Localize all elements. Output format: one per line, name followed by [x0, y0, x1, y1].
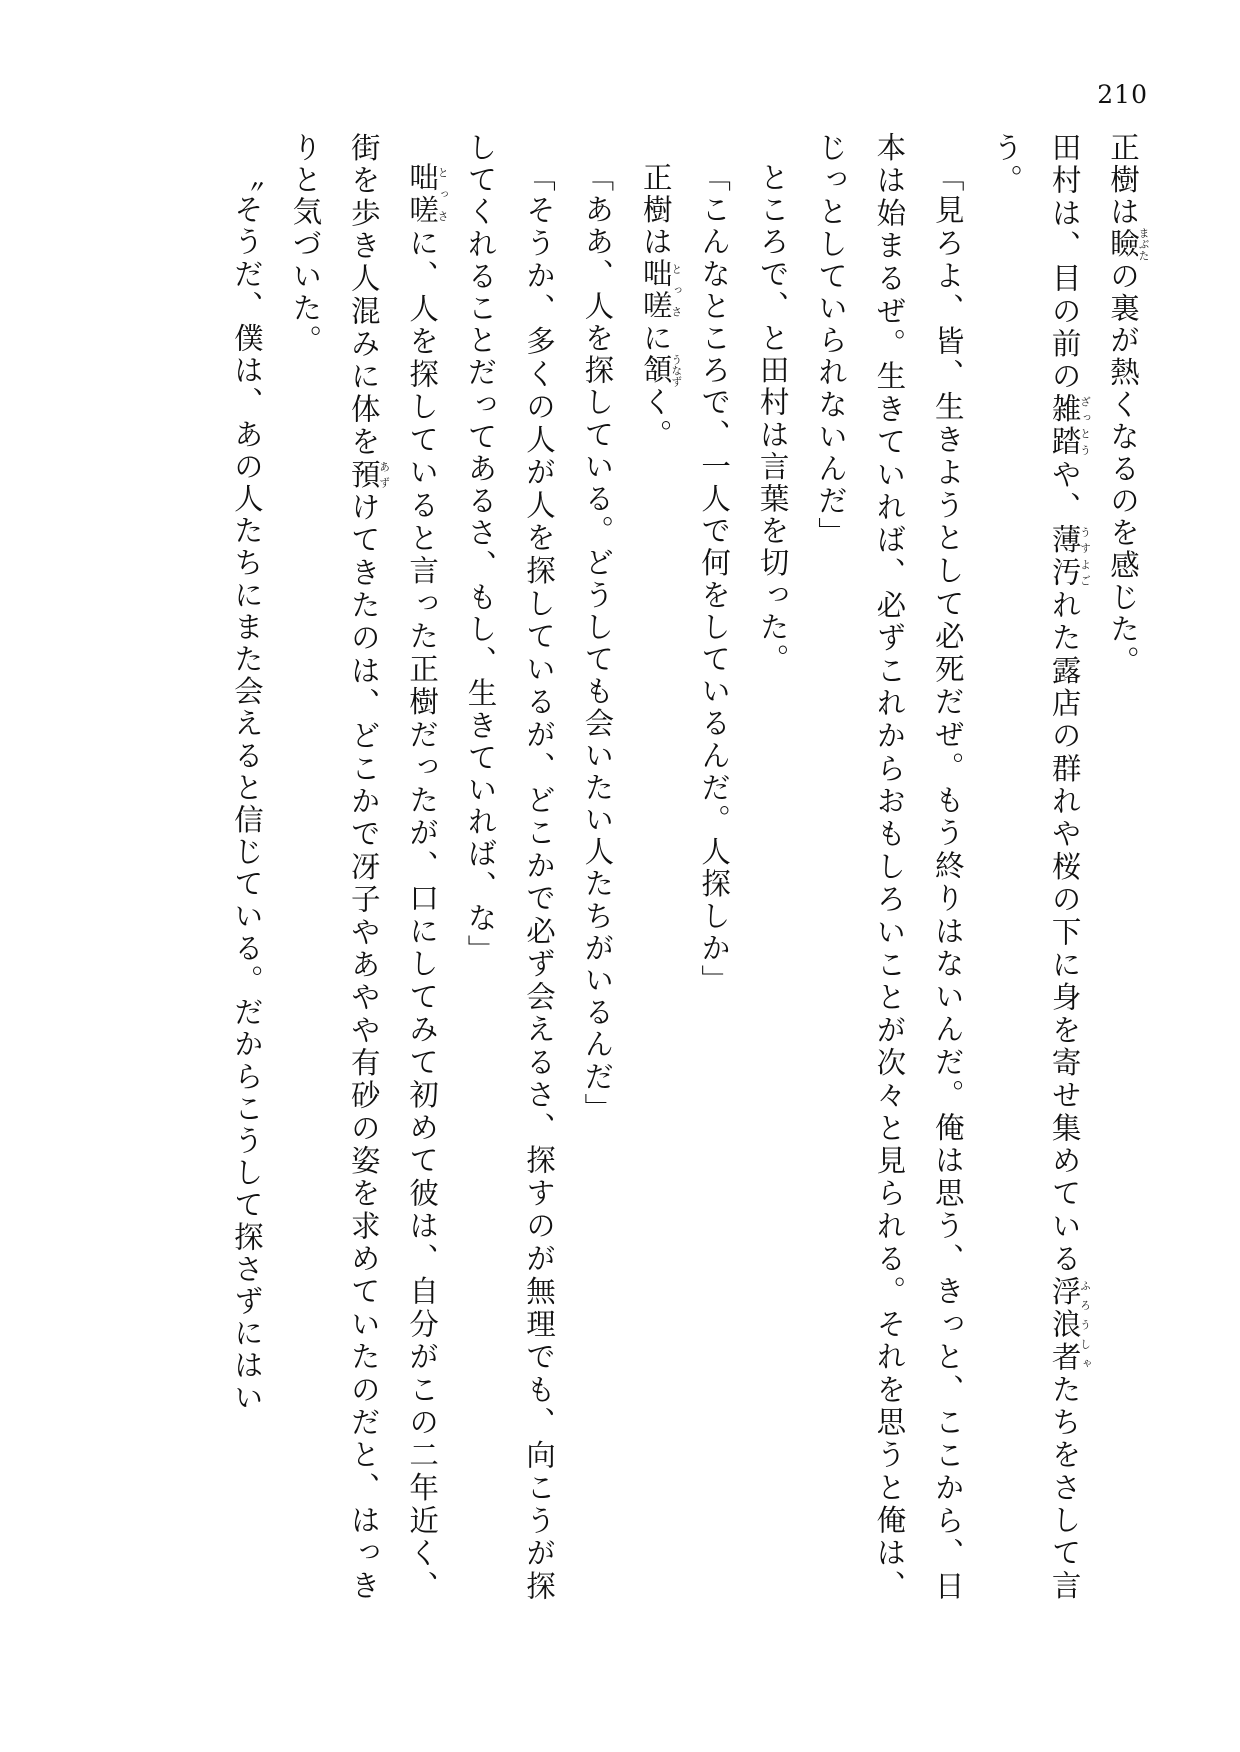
ruby-furousha: 浮浪者ふろうしゃ [1047, 1275, 1093, 1374]
paragraph: 田村は、目の前の雑踏ざっとうや、薄汚うすよごれた露店の群れや桜の下に身を寄せ集めている浮浪者ふろうしゃたちをさして言う。 [989, 132, 1093, 1602]
paragraph: 咄嗟とっさに、人を探していると言った正樹だったが、口にしてみて初めて彼は、自分がこの二年近く、街を歩き人混みに体を預あずけてきたのは、どこかで冴子やあやや有砂の姿を求めていたのだと、はっきりと気づいた。 [288, 132, 450, 1603]
ruby-zattou: 雑踏ざっとう [1047, 393, 1093, 459]
paragraph: 「そうか、多くの人が人を探しているが、どこかで必ず会えるさ、探すのが無理でも、向こうが探してくれることだってあるさ、もし、生きていれば、な」 [463, 132, 556, 1602]
paragraph: 「見ろよ、皆、生きようとして必死だぜ。もう終りはないんだ。俺は思う、きっと、ここから、日本は始まるぜ。生きていれば、必ずこれからおもしろいことが次々と見られる。それを思うと俺は、じっとしていられないんだ」 [813, 132, 965, 1602]
paragraph: ところで、と田村は言葉を切った。 [755, 161, 790, 676]
ruby-tossa: 咄嗟とっさ [638, 257, 684, 323]
ruby-tossa-2: 咄嗟とっさ [405, 161, 450, 228]
paragraph: 「こんなところで、一人で何をしているんだ。人探しか」 [697, 161, 732, 997]
paragraph: 〝そうだ、僕は、あの人たちにまた会えると信じている。だからこうして探さずにはい [229, 161, 264, 1414]
page-body-text [152, 132, 1152, 1602]
page-number: 210 [1097, 80, 1148, 109]
ruby-azu: 預あず [346, 458, 392, 492]
paragraph: 正樹は瞼まぶたの裏が熱くなるのを感じた。 [1106, 132, 1151, 678]
ruby-mabuta: 瞼まぶた [1106, 227, 1151, 262]
paragraph: 「ああ、人を探している。どうしても会いたい人たちがいるんだ」 [580, 161, 615, 1125]
ruby-unazu: 頷うなず [638, 353, 684, 387]
ruby-usuyogo: 薄汚うすよご [1047, 524, 1093, 590]
paragraph: 正樹は咄嗟とっさに頷うなずく。 [638, 161, 684, 451]
